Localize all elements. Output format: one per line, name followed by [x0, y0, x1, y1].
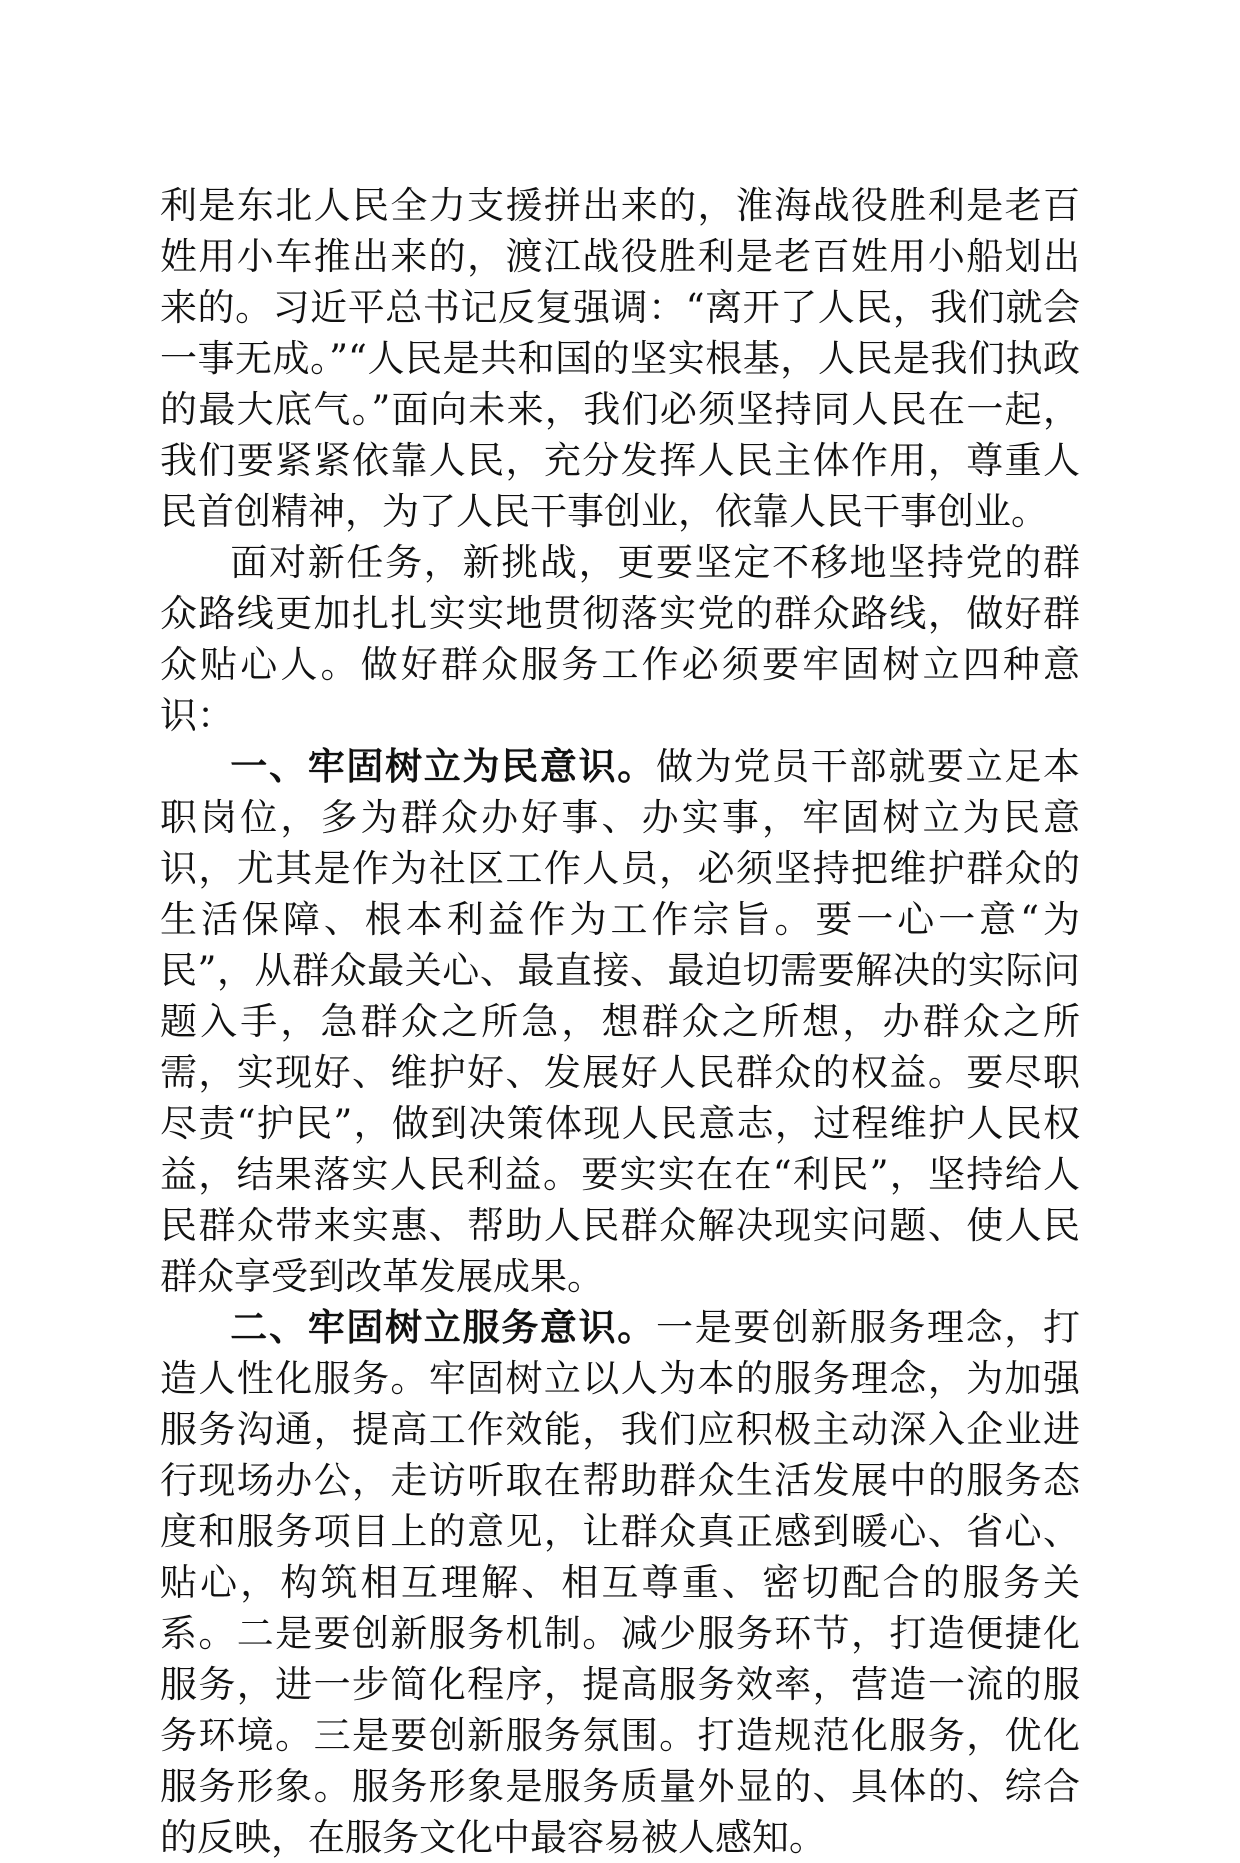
section-heading-2: 二、牢固树立服务意识。: [230, 1306, 656, 1349]
paragraph-3: [160, 741, 1080, 1302]
paragraph-2: [160, 537, 1080, 741]
paragraph-2-text: 面对新任务，新挑战，更要坚定不移地坚持党的群众路线更加扎扎实实地贯彻落实党的群众路线，做好群众贴心人。做好群众服务工作必须要牢固树立四种意识：: [160, 541, 1080, 737]
paragraph-4: [160, 1302, 1080, 1863]
paragraph-3-text: 做为党员干部就要立足本职岗位，多为群众办好事、办实事，牢固树立为民意识，尤其是作为社区工作人员，必须坚持把维护群众的生活保障、根本利益作为工作宗旨。要一心一意“为民”，从群众最关心、最直接、最迫切需要解决的实际问题入手，急群众之所急，想群众之所想，办群众之所需，实现好、维护好、发展好人民群众的权益。要尽职尽责“护民”，做到决策体现人民意志，过程维护人民权益，结果落实人民利益。要实实在在“利民”，坚持给人民群众带来实惠、帮助人民群众解决现实问题、使人民群众享受到改革发展成果。: [160, 745, 1081, 1298]
section-heading-1: 一、牢固树立为民意识。: [230, 745, 656, 788]
paragraph-1-text: 利是东北人民全力支援拼出来的，淮海战役胜利是老百姓用小车推出来的，渡江战役胜利是老百姓用小船划出来的。习近平总书记反复强调：“离开了人民，我们就会一事无成。”“人民是共和国的坚实根基，人民是我们执政的最大底气。”面向未来，我们必须坚持同人民在一起，我们要紧紧依靠人民，充分发挥人民主体作用，尊重人民首创精神，为了人民干事创业，依靠人民干事创业。: [160, 184, 1080, 533]
paragraph-1: [160, 180, 1080, 537]
paragraph-4-text: 一是要创新服务理念，打造人性化服务。牢固树立以人为本的服务理念，为加强服务沟通，提高工作效能，我们应积极主动深入企业进行现场办公，走访听取在帮助群众生活发展中的服务态度和服务项目上的意见，让群众真正感到暖心、省心、贴心，构筑相互理解、相互尊重、密切配合的服务关系。二是要创新服务机制。减少服务环节，打造便捷化服务，进一步简化程序，提高服务效率，营造一流的服务环境。三是要创新服务氛围。打造规范化服务，优化服务形象。服务形象是服务质量外显的、具体的、综合的反映，在服务文化中最容易被人感知。: [160, 1306, 1081, 1859]
document-body: [160, 180, 1080, 1863]
